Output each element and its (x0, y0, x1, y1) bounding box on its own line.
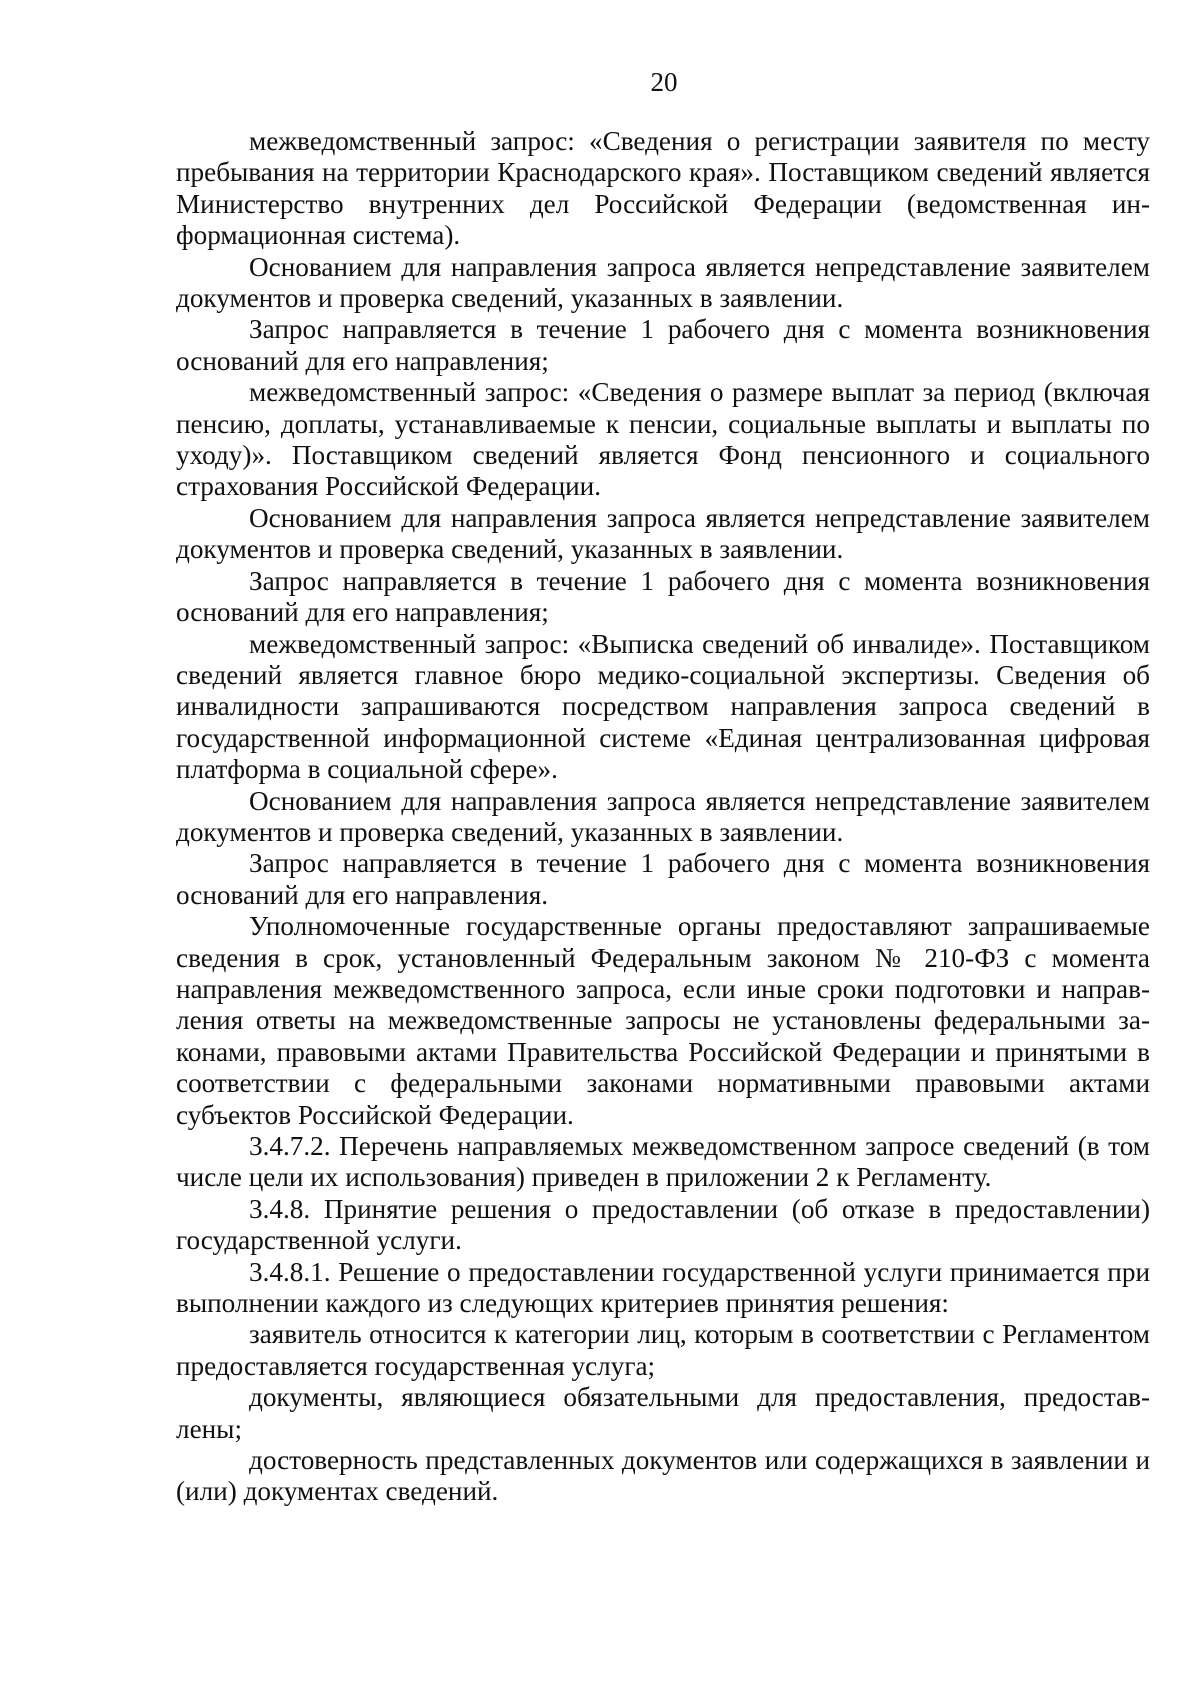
paragraph: Запрос направляется в течение 1 рабочего дня с момента возникновения оснований для его направления; (176, 314, 1150, 376)
paragraph: 3.4.8.1. Решение о предоставлении государственной услуги принимается при выполнении каждого из следующих критериев принятия решения: (176, 1256, 1150, 1319)
document-body (176, 126, 1150, 1508)
paragraph: Основанием для направления запроса является непредставление заявителем документов и проверка сведений, указанных в заявлении. (176, 251, 1150, 314)
paragraph: Основанием для направления запроса является непредставление заявителем документов и проверка сведений, указанных в заявлении. (176, 502, 1150, 565)
paragraph: достоверность представленных документов или содержащихся в заявлении и (или) документах сведений. (176, 1445, 1150, 1507)
paragraph: межведомственный запрос: «Сведения о регистрации заявителя по месту пребывания на территории Краснодарского края». Поставщиком сведений является Министерство внутренних дел Российской Федерации (ведомственная информационная система). (176, 126, 1150, 251)
paragraph: Запрос направляется в течение 1 рабочего дня с момента возникновения оснований для его направления. (176, 848, 1150, 910)
paragraph: 3.4.8. Принятие решения о предоставлении (об отказе в предоставлении) государственной услуги. (176, 1193, 1150, 1256)
paragraph: Запрос направляется в течение 1 рабочего дня с момента возникновения оснований для его направления; (176, 565, 1150, 628)
paragraph: межведомственный запрос: «Выписка сведений об инвалиде». Поставщиком сведений является главное бюро медико-социальной экспертизы. Сведения об инвалидности запрашиваются посредством направления запроса сведений в государственной информационной системе «Единая централизованная цифровая платформа в социальной сфере». (176, 628, 1150, 785)
paragraph: 3.4.7.2. Перечень направляемых межведомственном запросе сведений (в том числе цели их использования) приведен в приложении 2 к Регламенту. (176, 1131, 1150, 1193)
paragraph: заявитель относится к категории лиц, которым в соответствии с Регламентом предоставляется государственная услуга; (176, 1319, 1150, 1381)
paragraph: Основанием для направления запроса является непредставление заявителем документов и проверка сведений, указанных в заявлении. (176, 785, 1150, 847)
paragraph: межведомственный запрос: «Сведения о размере выплат за период (включая пенсию, доплаты, устанавливаемые к пенсии, социальные выплаты и выплаты по уходу)». Поставщиком сведений является Фонд пенсионного и социального страхования Российской Федерации. (176, 377, 1150, 502)
paragraph: документы, являющиеся обязательными для предоставления, предоставлены; (176, 1382, 1150, 1444)
page-number: 20 (650, 67, 678, 97)
paragraph: Уполномоченные государственные органы предоставляют запрашиваемые сведения в срок, установленный Федеральным законом № 210-ФЗ с момента направления межведомственного запроса, если иные сроки подготовки и направления ответы на межведомственные запросы не установлены федеральными законами, правовыми актами Правительства Российской Федерации и принятыми в соответствии с федеральными законами нормативными правовыми актами субъектов Российской Федерации. (176, 911, 1150, 1130)
